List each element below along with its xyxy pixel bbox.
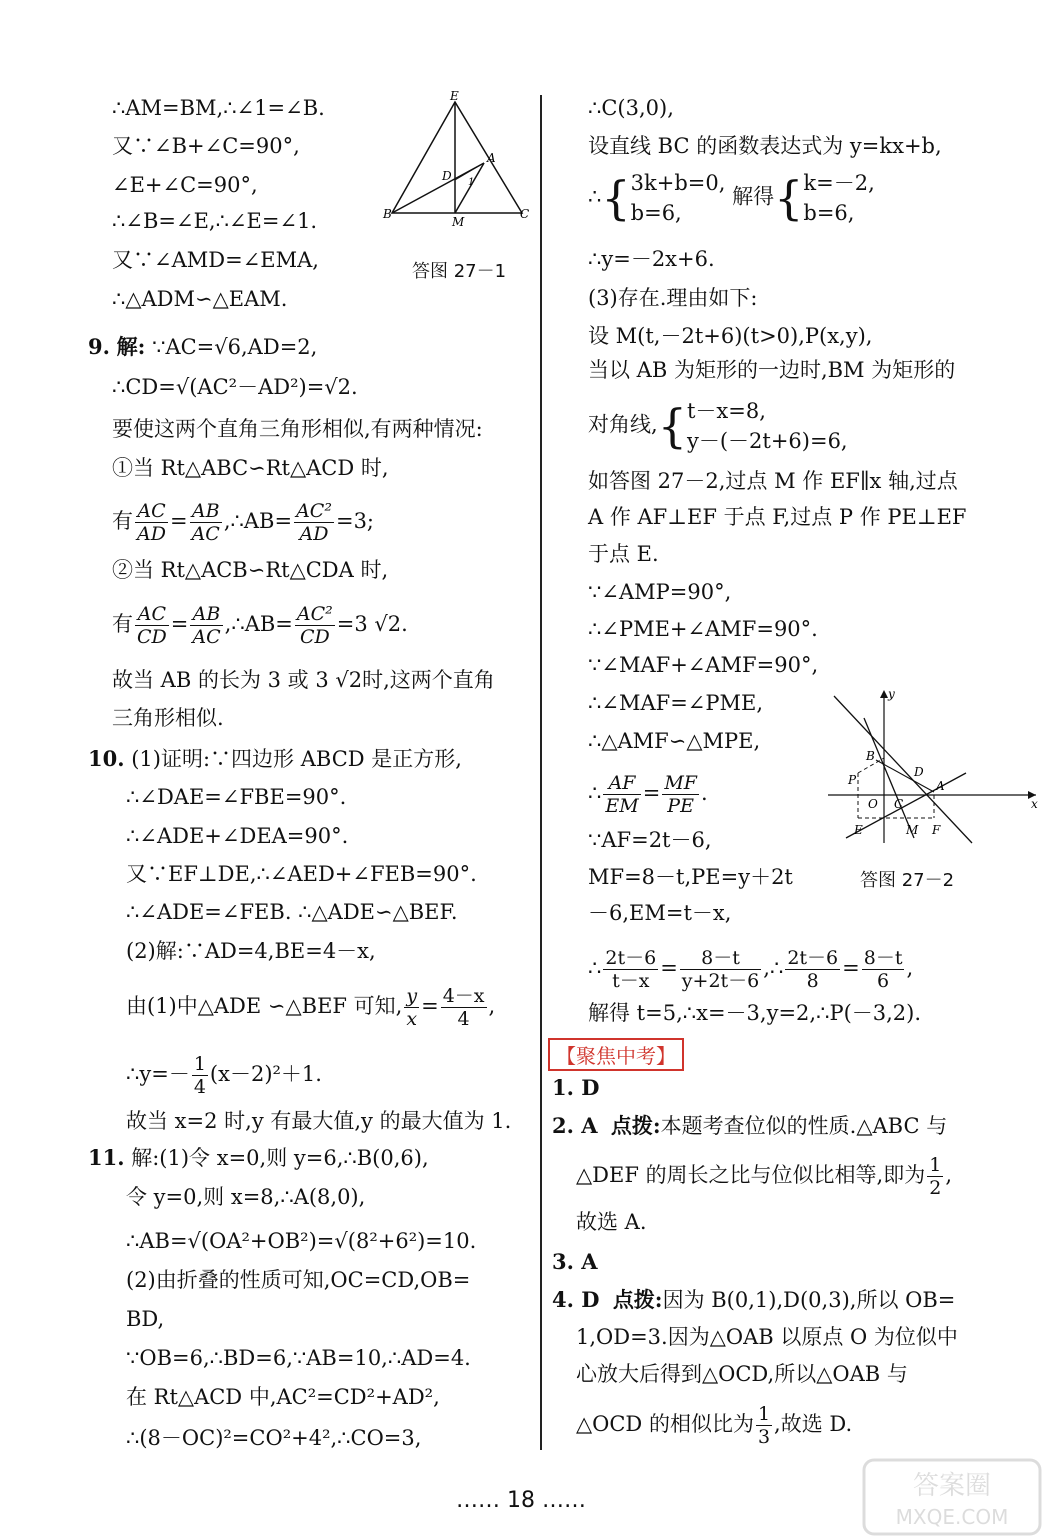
figure-caption: 答图 27－2 bbox=[860, 870, 955, 891]
equation: k=－2, bbox=[803, 171, 875, 195]
equation-system bbox=[803, 168, 874, 228]
text-line: 又∵∠AMD=∠EMA, bbox=[112, 248, 319, 272]
text: 由(1)中△ADE ∽△BEF 可知, bbox=[126, 994, 403, 1018]
text-line: 令 y=0,则 x=8,∴A(8,0), bbox=[126, 1185, 366, 1209]
equation: 3k+b=0, bbox=[630, 171, 726, 195]
numerator: 2t－6 bbox=[787, 947, 839, 969]
numerator: 1 bbox=[193, 1053, 206, 1075]
denominator: 4 bbox=[193, 1076, 206, 1098]
text: △OCD 的相似比为 bbox=[576, 1412, 754, 1436]
fraction bbox=[294, 500, 334, 545]
answer-3: 3. A bbox=[552, 1249, 598, 1274]
numerator: AC² bbox=[296, 500, 332, 522]
numerator: 1 bbox=[929, 1154, 942, 1176]
text: 解得 bbox=[732, 184, 775, 209]
formula-line: 由(1)中△ADE ∽△BEF 可知, $\frac{y}{x}$ = $\frac{4-x}{4}$ , bbox=[126, 985, 496, 1030]
text: △DEF 的周长之比与位似比相等,即为 bbox=[576, 1163, 926, 1187]
answer-label: 4. D bbox=[552, 1287, 600, 1312]
equation: y－(－2t+6)=6, bbox=[686, 429, 848, 453]
svg-text:答案圈: 答案圈 bbox=[912, 1471, 992, 1501]
svg-text:C: C bbox=[894, 797, 904, 811]
text: (x－2)²＋1. bbox=[209, 1062, 322, 1086]
question-11-line bbox=[88, 1143, 429, 1173]
numerator: 4－x bbox=[442, 985, 485, 1007]
svg-text:D: D bbox=[442, 169, 452, 183]
text-line: 设 M(t,－2t+6)(t>0),P(x,y), bbox=[588, 324, 873, 348]
text-line: ∴AB=√(OA²+OB²)=√(8²+6²)=10. bbox=[126, 1229, 477, 1253]
text-line: 又∵∠B+∠C=90°, bbox=[112, 134, 300, 158]
text: 有 bbox=[112, 509, 133, 533]
formula-line bbox=[576, 1154, 952, 1199]
text-line: ∵∠MAF+∠AMF=90°, bbox=[588, 653, 819, 677]
denominator: CD bbox=[137, 626, 167, 648]
text: 有 bbox=[112, 612, 133, 636]
page-number: …… 18 …… bbox=[456, 1488, 586, 1513]
text-line: ∠E+∠C=90°, bbox=[112, 173, 258, 197]
numerator: 8－t bbox=[863, 947, 903, 969]
figure-27-2 bbox=[826, 688, 1042, 848]
fraction bbox=[441, 985, 487, 1030]
answer-2 bbox=[552, 1111, 947, 1141]
text-line: 在 Rt△ACD 中,AC²=CD²+AD², bbox=[126, 1385, 440, 1409]
text: =3 √2. bbox=[336, 612, 408, 636]
text-line: A 作 AF⊥EF 于点 F,过点 P 作 PE⊥EF bbox=[588, 505, 967, 529]
svg-text:A: A bbox=[936, 779, 945, 793]
text-line: 解得 t=5,∴x=－3,y=2,∴P(－3,2). bbox=[588, 1001, 922, 1025]
fraction bbox=[190, 500, 222, 545]
fraction bbox=[785, 947, 840, 992]
equation-system bbox=[631, 168, 726, 228]
question-number: 10. bbox=[88, 746, 125, 771]
text: ,∴AB= bbox=[224, 612, 293, 636]
text-line: 如答图 27－2,过点 M 作 EF∥x 轴,过点 bbox=[588, 469, 958, 493]
text-line: (2)解:∵AD=4,BE=4－x, bbox=[126, 939, 376, 963]
answer-4 bbox=[552, 1285, 955, 1315]
figure-27-1 bbox=[380, 90, 530, 240]
text-line: 要使这两个直角三角形相似,有两种情况: bbox=[112, 417, 483, 441]
text-line: (2)由折叠的性质可知,OC=CD,OB= bbox=[126, 1268, 471, 1292]
denominator: 6 bbox=[877, 970, 890, 992]
text: ∵AC=√6,AD=2, bbox=[152, 335, 318, 359]
denominator: AC bbox=[191, 523, 220, 545]
svg-text:M: M bbox=[906, 823, 919, 837]
numerator: AC bbox=[135, 603, 169, 626]
denominator: AD bbox=[299, 523, 329, 545]
svg-text:A: A bbox=[487, 151, 496, 165]
numerator: y bbox=[406, 985, 418, 1007]
denominator: CD bbox=[299, 626, 330, 648]
formula-line bbox=[576, 1403, 852, 1448]
svg-text:C: C bbox=[520, 207, 530, 221]
text-line: ∴∠MAF=∠PME, bbox=[588, 691, 764, 715]
fraction bbox=[135, 603, 169, 648]
question-number: 11. bbox=[88, 1145, 125, 1170]
watermark-logo bbox=[862, 1458, 1042, 1536]
text-line: 于点 E. bbox=[588, 542, 659, 566]
equation-system-line: 对角线,{ t－x=8, y－(－2t+6)=6, bbox=[588, 396, 848, 458]
formula-line: ∴ $\frac{AF}{EM}$ = $\frac{MF}{PE}$ . bbox=[588, 772, 708, 817]
question-9-line bbox=[88, 332, 317, 362]
svg-text:O: O bbox=[868, 797, 878, 811]
text-line: 1,OD=3.因为△OAB 以原点 O 为位似中 bbox=[576, 1325, 958, 1349]
denominator: y+2t－6 bbox=[681, 970, 760, 992]
text-line: ∴∠PME+∠AMF=90°. bbox=[588, 617, 818, 641]
formula-line: ∴ $\frac{2t-6}{t-x}$ = $\frac{8-t}{y+2t-6}$ ,∴ $\frac{2t-6}{8}$ = $\frac{8-t}{6}$ , bbox=[588, 947, 914, 992]
formula-line bbox=[126, 1053, 322, 1098]
hint-label: 点拨: bbox=[610, 1113, 661, 1138]
denominator: AC bbox=[192, 626, 221, 648]
text-line: ∴△AMF∽△MPE, bbox=[588, 729, 761, 753]
numerator: AC bbox=[135, 500, 168, 523]
text-line: ∴∠ADE+∠DEA=90°. bbox=[126, 824, 349, 848]
section-tag: 【聚焦中考】 bbox=[548, 1038, 684, 1071]
denominator: x bbox=[406, 1008, 418, 1030]
fraction bbox=[603, 947, 658, 992]
svg-text:P: P bbox=[848, 773, 857, 787]
text-line: 心放大后得到△OCD,所以△OAB 与 bbox=[576, 1362, 908, 1386]
svg-text:x: x bbox=[1031, 797, 1038, 811]
text-line: ∴y=－2x+6. bbox=[588, 247, 715, 271]
text: , bbox=[945, 1163, 953, 1187]
text-line: 三角形相似. bbox=[112, 706, 224, 730]
denominator: 3 bbox=[757, 1426, 771, 1448]
text: 因为 B(0,1),D(0,3),所以 OB= bbox=[662, 1288, 956, 1312]
solution-label: 解: bbox=[116, 334, 146, 359]
text: 本题考查位似的性质.△ABC 与 bbox=[660, 1114, 948, 1138]
svg-text:B: B bbox=[866, 749, 875, 763]
text-line: ∵OB=6,∴BD=6,∵AB=10,∴AD=4. bbox=[126, 1346, 471, 1370]
fraction bbox=[603, 772, 640, 817]
text: 解:(1)令 x=0,则 y=6,∴B(0,6), bbox=[131, 1146, 429, 1170]
fraction bbox=[135, 500, 168, 545]
text-line: 故当 AB 的长为 3 或 3 √2时,这两个直角 bbox=[112, 668, 495, 692]
denominator: EM bbox=[605, 795, 639, 817]
svg-text:E: E bbox=[450, 90, 459, 103]
text-line: ∴∠DAE=∠FBE=90°. bbox=[126, 785, 347, 809]
fraction bbox=[192, 1053, 208, 1098]
svg-text:D: D bbox=[914, 765, 924, 779]
text-line: －6,EM=t－x, bbox=[588, 901, 732, 925]
text-line: 又∵EF⊥DE,∴∠AED+∠FEB=90°. bbox=[126, 862, 477, 886]
text-line: ①当 Rt△ABC∽Rt△ACD 时, bbox=[112, 456, 389, 480]
svg-text:y: y bbox=[888, 688, 895, 701]
fraction bbox=[680, 947, 761, 992]
text: , bbox=[488, 994, 496, 1018]
svg-text:B: B bbox=[383, 207, 392, 221]
numerator: MF bbox=[664, 772, 697, 794]
formula-line: 有 $\frac{AC}{CD}$ = $\frac{AB}{AC}$ ,∴AB= $\frac{\text{AC²}}{CD}$ =3 √2. bbox=[112, 603, 408, 648]
text-line: ∵∠AMP=90°, bbox=[588, 580, 732, 604]
answer-label: 2. A bbox=[552, 1113, 598, 1138]
equation: t－x=8, bbox=[686, 399, 766, 423]
text-line: ∵AF=2t－6, bbox=[588, 828, 712, 852]
text: =3; bbox=[335, 509, 375, 533]
numerator: 2t－6 bbox=[605, 947, 657, 969]
answer-1: 1. D bbox=[552, 1075, 600, 1100]
fraction bbox=[404, 985, 419, 1030]
fraction bbox=[756, 1403, 772, 1448]
equation: b=6, bbox=[630, 201, 682, 225]
denominator: t－x bbox=[612, 970, 650, 992]
text-line: BD, bbox=[126, 1307, 165, 1331]
text-line: 故当 x=2 时,y 有最大值,y 的最大值为 1. bbox=[126, 1109, 512, 1133]
formula-line: 有 $\frac{AC}{AD}$ = $\frac{AB}{AC}$ ,∴AB= $\frac{\text{AC²}}{AD}$ =3; bbox=[112, 500, 375, 545]
fraction bbox=[662, 772, 699, 817]
svg-text:1: 1 bbox=[468, 177, 475, 188]
svg-text:E: E bbox=[854, 823, 863, 837]
question-number: 9. bbox=[88, 334, 110, 359]
text-line: ∴△ADM∽△EAM. bbox=[112, 287, 288, 311]
question-10-line bbox=[88, 744, 462, 774]
text-line: ②当 Rt△ACB∽Rt△CDA 时, bbox=[112, 558, 389, 582]
text: ,故选 D. bbox=[774, 1412, 853, 1436]
numerator: AF bbox=[603, 772, 640, 795]
equation-system-line: ∴{ 3k+b=0, b=6, 解得{ k=－2, b=6, bbox=[588, 168, 875, 230]
fraction bbox=[295, 603, 335, 648]
column-divider bbox=[540, 95, 542, 1450]
text-line: (3)存在.理由如下: bbox=[588, 286, 758, 310]
denominator: 2 bbox=[929, 1177, 942, 1199]
fraction bbox=[862, 947, 905, 992]
text-line: ∴(8－OC)²=CO²+4²,∴CO=3, bbox=[126, 1426, 422, 1450]
text-line: ∴∠B=∠E,∴∠E=∠1. bbox=[112, 209, 318, 233]
equation-system bbox=[687, 396, 848, 456]
fraction bbox=[190, 603, 222, 648]
numerator: 1 bbox=[757, 1403, 771, 1425]
text: ,∴AB= bbox=[223, 509, 293, 533]
text-line: 故选 A. bbox=[576, 1210, 647, 1234]
numerator: AB bbox=[190, 500, 222, 523]
text-line: ∴CD=√(AC²－AD²)=√2. bbox=[112, 375, 358, 399]
denominator: AD bbox=[137, 523, 166, 545]
numerator: AB bbox=[190, 603, 222, 626]
text: (1)证明:∵四边形 ABCD 是正方形, bbox=[131, 747, 462, 771]
text-line: MF=8－t,PE=y＋2t bbox=[588, 865, 793, 889]
denominator: PE bbox=[667, 795, 694, 817]
text-line: 当以 AB 为矩形的一边时,BM 为矩形的 bbox=[588, 358, 956, 382]
text-line: 设直线 BC 的函数表达式为 y=kx+b, bbox=[588, 134, 942, 158]
numerator: AC² bbox=[296, 603, 333, 625]
denominator: 8 bbox=[806, 970, 819, 992]
figure-caption: 答图 27－1 bbox=[412, 261, 507, 282]
text-line: ∴C(3,0), bbox=[588, 96, 674, 120]
text-line: ∴∠ADE=∠FEB. ∴△ADE∽△BEF. bbox=[126, 900, 458, 924]
denominator: 4 bbox=[457, 1008, 470, 1030]
svg-text:MXQE.COM: MXQE.COM bbox=[895, 1505, 1009, 1529]
text-line: ∴AM=BM,∴∠1=∠B. bbox=[112, 96, 325, 120]
svg-text:F: F bbox=[932, 823, 941, 837]
fraction bbox=[927, 1154, 943, 1199]
text: ∴y=－ bbox=[126, 1062, 190, 1086]
svg-text:M: M bbox=[452, 215, 465, 229]
equation: b=6, bbox=[803, 201, 855, 225]
text: 对角线, bbox=[588, 412, 658, 437]
numerator: 8－t bbox=[680, 947, 761, 970]
hint-label: 点拨: bbox=[612, 1287, 663, 1312]
